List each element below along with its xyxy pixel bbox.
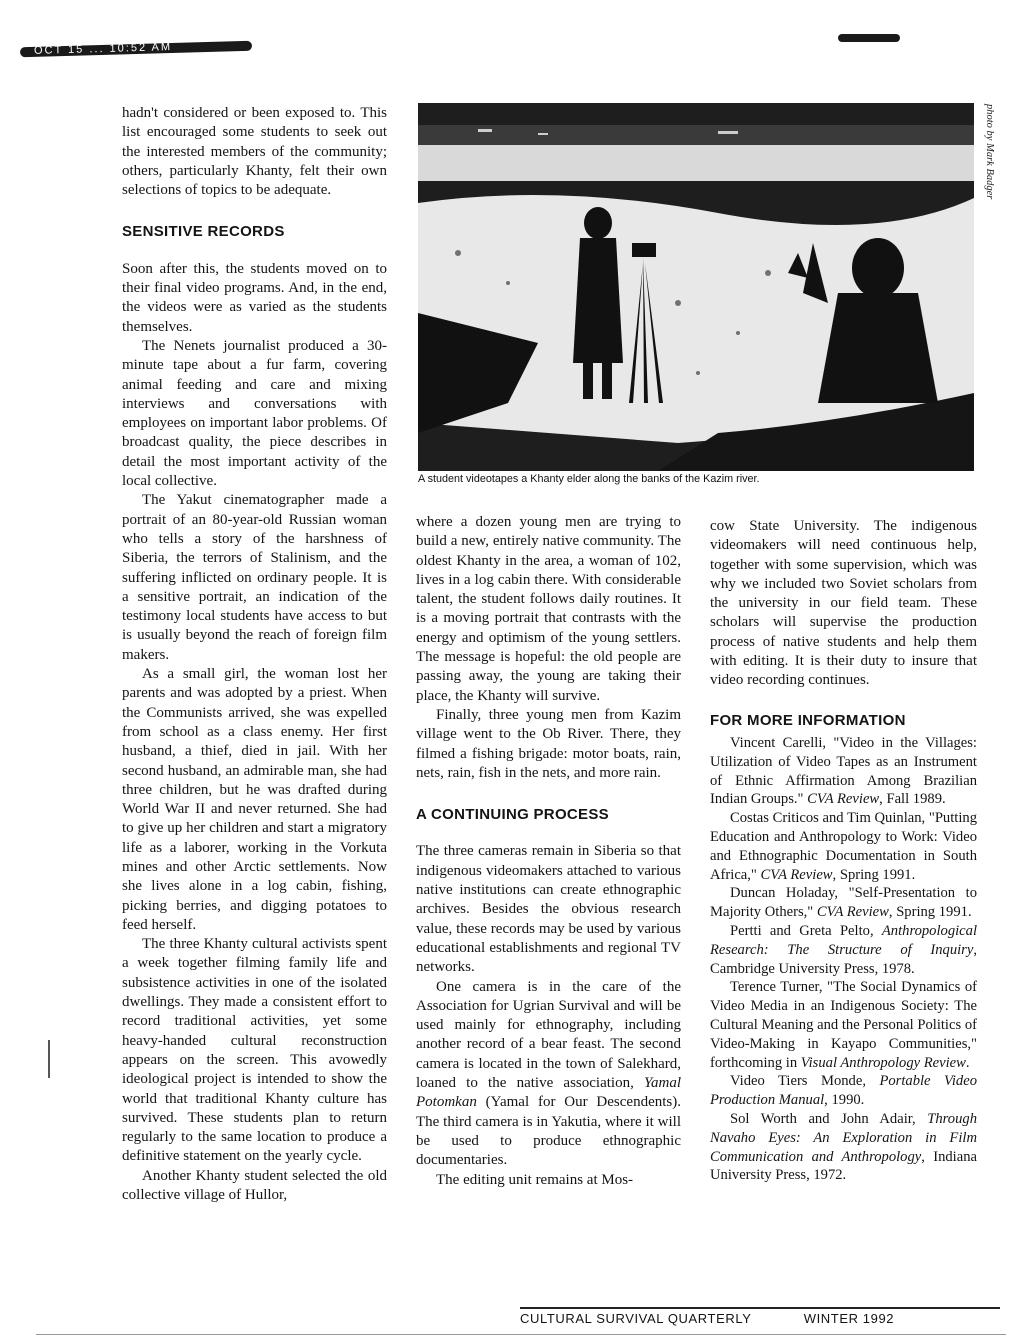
italic-text: Through Navaho Eyes: An Exploration in Film Communication and Anthropology [710,1110,977,1165]
section-heading-continuing-process: A CONTINUING PROCESS [416,806,609,824]
paragraph: hadn't considered or been exposed to. This list encouraged some students to seek out the interested members of the community; others, particularly Khanty, felt their own selections of topics to be adequate. [122,105,387,199]
reference-item [710,922,977,978]
column-3 [710,517,977,1185]
italic-text: CVA Review [816,904,889,921]
fax-header-mark [838,34,900,42]
paragraph: Soon after this, the students moved on to their final video programs. And, in the end, the videos were as varied as the students themselves. [122,260,387,335]
footer-season: WINTER 1992 [803,1311,895,1326]
text-span: , Cambridge University Press, 1978. [710,941,977,977]
text-span: . [965,1054,970,1071]
italic-text: CVA Review [807,791,880,808]
paragraph: Finally, three young men from Kazim village went to the Ob River. There, they filmed a fishing brigade: motor boats, rain, nets, rain, fish in the nets, and more rain. [416,706,681,781]
fax-header-text: OCT 15 ... 10:52 AM [33,41,173,57]
text-span: , 1990. [824,1092,865,1109]
paragraph: Another Khanty student selected the old collective village of Hullor, [122,1167,387,1204]
column-2 [416,513,681,1190]
paragraph: The editing unit remains at Mos- [436,1171,634,1188]
photo-student-videotaping [418,103,974,471]
text-span: Vincent Carelli, "Video in the Villages: Utilization of Video Tapes as an Instrument of Ethnic Affirmation Among Brazilian Indian Groups." [710,734,977,808]
text-span: One camera is in the care of the Association for Ugrian Survival and will be used mainly for ethnography, including another record of a bear feast. The second camera is located in the town of Salekhard, loaned to the native association, [416,978,681,1092]
paragraph: As a small girl, the woman lost her parents and was adopted by a priest. When the Communists arrived, she was expelled from school as a class enemy. Her first husband, a thief, died in jail. With her second husband, an admirable man, she had three children, but he was drafted during World War II and never returned. She had to give up her children and start a migratory life as a laborer, working in the Vorkuta mines and other Arctic settlements. Now she lives alone in a log cabin, fishing, picking berries, and digging potatoes to feed herself. [122,666,387,933]
photo-caption: A student videotapes a Khanty elder along the banks of the Kazim river. [418,473,760,485]
reference-item [710,1072,977,1110]
footer-publication: CULTURAL SURVIVAL QUARTERLY [520,1311,752,1326]
paragraph: The Nenets journalist produced a 30-minute tape about a fur farm, covering animal feeding and care and mixing interviews and conversations with employees on important labor problems. Of broadcast quality, the piece describes in detail the most important activity of the local collective. [122,337,387,490]
italic-text: CVA Review [760,866,833,883]
column-1 [122,104,387,1205]
text-span: (Yamal for Our Descendents). The third camera is in Yakutia, where it will be used to produce ethnographic documentaries. [416,1094,681,1169]
italic-text: Anthropological Research: The Structure of Inquiry [710,922,977,958]
margin-mark [48,1040,50,1078]
section-heading-more-information: FOR MORE INFORMATION [710,711,906,729]
italic-text: Visual Anthropology Review [800,1054,966,1071]
paragraph [416,978,681,1171]
italic-text: Yamal Potomkan [416,1075,681,1111]
text-span: Video Tiers Monde, [730,1073,880,1090]
text-span: Terence Turner, "The Social Dynamics of Video Media in an Indigenous Society: The Cultural Meaning and the Personal Politics of Video-Making in Kayapo Communities," forthcoming in [710,979,977,1071]
text-span: , Fall 1989. [879,791,946,808]
reference-item [710,809,977,884]
page-footer [520,1307,1000,1326]
text-span: , Spring 1991. [832,866,916,883]
text-span: Duncan Holaday, "Self-Presentation to Majority Others," [710,885,977,921]
paragraph: cow State University. The indigenous videomakers will need continuous help, together with some supervision, which was why we included two Soviet scholars from the university in our field team. These scholars will supervise the production process of native students and help them with editing. It is their duty to insure that video recording continues. [710,518,977,689]
italic-text: Portable Video Production Manual [710,1073,977,1109]
photo-credit: photo by Mark Badger [984,104,995,200]
section-heading-sensitive-records: SENSITIVE RECORDS [122,223,285,241]
text-span: , Indiana University Press, 1972. [710,1148,977,1184]
paragraph: The three cameras remain in Siberia so that indigenous videomakers attached to various native institutions can create ethnographic archives. Besides the obvious research value, these records may be used by various educational establishments and regional TV networks. [416,843,681,976]
reference-item [710,884,977,922]
reference-item [710,734,977,809]
reference-item [710,978,977,1072]
paragraph: where a dozen young men are trying to build a new, entirely native community. The oldest Khanty in the area, a woman of 102, lives in a log cabin there. With considerable talent, the student follows daily routines. It is a moving portrait that contrasts with the energy and optimism of the young settlers. The message is hopeful: the old people are passing away, the young are taking their place, the Khanty will survive. [416,514,681,704]
reference-item [710,1110,977,1185]
text-span: Sol Worth and John Adair, [730,1110,928,1127]
text-span: , Spring 1991. [888,904,972,921]
paragraph: The three Khanty cultural activists spent a week together filming family life and subsistence activities in one of the isolated dwellings. They made a consistent effort to record traditional activities, yet some heavy-handed cultural reconstruction appears on the screen. This avowedly ideological project is intended to show the world that traditional Khanty culture has survived. These students plan to return regularly to the same location to produce a definitive statement on the yearly cycle. [122,936,387,1165]
text-span: Costas Criticos and Tim Quinlan, "Putting Education and Anthropology to Work: Video and Ethnographic Documentation in South Africa," [710,810,977,883]
photo-image [418,103,974,471]
text-span: Pertti and Greta Pelto, [730,922,882,939]
paragraph: The Yakut cinematographer made a portrait of an 80-year-old Russian woman who tells a story of the harshness of Siberia, the terrors of Stalinism, and the suffering inflicted on ordinary people. It is a sensitive portrait, an indication of the testimony local students have access to but is usually beyond the reach of foreign film makers. [122,492,387,663]
page-bottom-rule [36,1334,1006,1335]
